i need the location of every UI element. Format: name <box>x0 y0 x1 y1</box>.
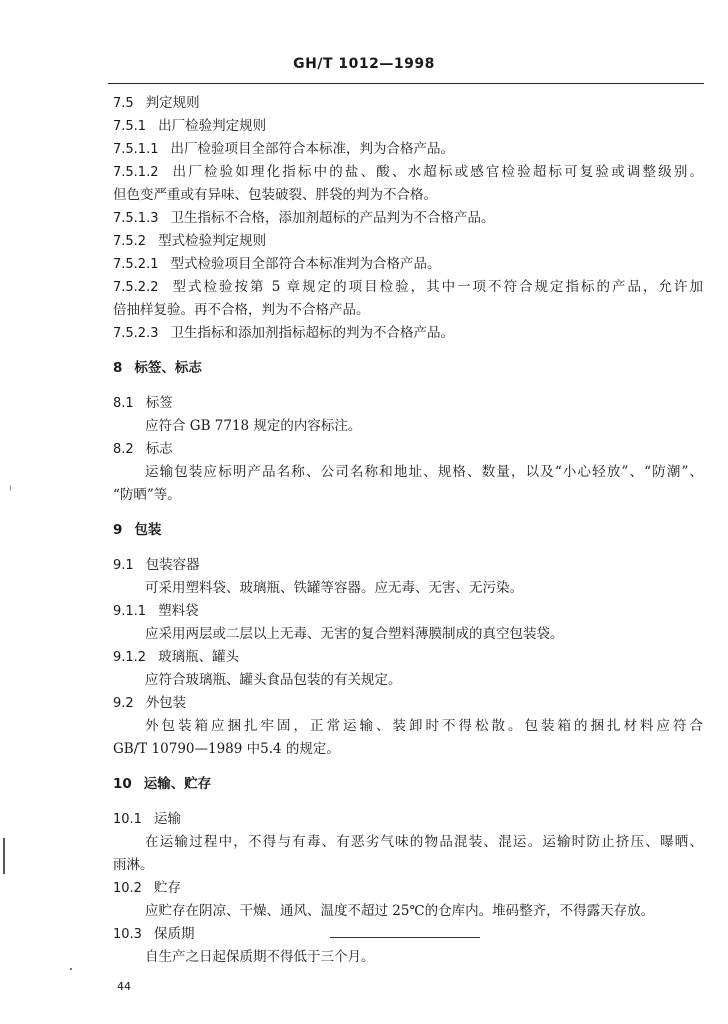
clause-9-2-body-cont: GB/T 10790—1989 中5.4 的规定。 <box>113 741 340 757</box>
clause-9-1-2-body: 应符合玻璃瓶、罐头食品包装的有关规定。 <box>145 672 402 688</box>
standard-code-header: GH/T 1012—1998 <box>293 56 435 72</box>
section-number: 9 <box>113 522 123 538</box>
clause-7-5-2-3 <box>113 322 703 345</box>
clause-8-1-body: 应符合 GB 7718 规定的内容标注。 <box>145 418 362 434</box>
clause-7-5-1-2-cont: 但色变严重或有异味、包装破裂、胖袋的判为不合格。 <box>113 187 437 203</box>
clause-text: 卫生指标不合格，添加剂超标的产品判为不合格产品。 <box>170 210 495 226</box>
clause-number: 10.3 <box>113 927 142 942</box>
clause-number: 7.5.2.2 <box>113 280 159 295</box>
clause-number: 7.5.1.1 <box>113 142 159 157</box>
clause-title: 玻璃瓶、罐头 <box>158 649 240 665</box>
section-9-heading <box>113 519 703 542</box>
clause-7-5-2-1 <box>113 253 703 276</box>
clause-title: 包装容器 <box>145 557 200 573</box>
clause-number: 10.1 <box>113 812 142 827</box>
clause-9-1-1-body: 应采用两层或二层以上无毒、无害的复合塑料薄膜制成的真空包装袋。 <box>145 626 564 642</box>
scan-edge-mark <box>70 968 72 970</box>
clause-8-2-body: 运输包装应标明产品名称、公司名称和地址、规格、数量，以及“小心轻放”、“防潮”、 <box>145 464 703 480</box>
clause-number: 9.1.1 <box>113 604 147 619</box>
clause-title: 塑料袋 <box>158 603 199 619</box>
clause-title: 标志 <box>145 441 173 457</box>
end-of-text-rule <box>330 937 480 938</box>
clause-10-1-body-cont: 雨淋。 <box>113 857 154 873</box>
clause-8-1 <box>113 392 703 415</box>
clause-number: 9.1 <box>113 558 134 573</box>
clause-title: 判定规则 <box>145 95 200 111</box>
clause-8-2 <box>113 438 703 461</box>
clause-title: 贮存 <box>153 880 181 896</box>
header-rule <box>108 83 704 84</box>
clause-9-1 <box>113 554 703 577</box>
clause-9-2-body: 外包装箱应捆扎牢固，正常运输、装卸时不得松散。包装箱的捆扎材料应符合 <box>145 718 703 734</box>
clause-10-2-body: 应贮存在阴凉、干燥、通风、温度不超过 25℃的仓库内。堆码整齐，不得露天存放。 <box>145 903 655 919</box>
clause-title: 保质期 <box>153 926 195 942</box>
clause-9-1-1 <box>113 600 703 623</box>
section-number: 8 <box>113 360 123 376</box>
section-10-heading <box>113 773 703 796</box>
document-body <box>113 92 703 969</box>
clause-number: 7.5.2.1 <box>113 257 159 272</box>
clause-title: 型式检验判定规则 <box>158 233 267 249</box>
clause-9-1-2 <box>113 646 703 669</box>
clause-7-5-2 <box>113 230 703 253</box>
clause-8-2-body-cont: “防晒”等。 <box>113 487 181 503</box>
clause-7-5 <box>113 92 703 115</box>
clause-text: 出厂检验如理化指标中的盐、酸、水超标或感官检验超标可复验或调整级别。 <box>170 164 703 180</box>
clause-number: 10.2 <box>113 881 142 896</box>
clause-text: 卫生指标和添加剂指标超标的判为不合格产品。 <box>170 325 454 341</box>
clause-7-5-1-3 <box>113 207 703 230</box>
section-8-heading <box>113 357 703 380</box>
section-title: 运输、贮存 <box>143 776 212 792</box>
clause-10-3 <box>113 923 703 946</box>
clause-text: 型式检验项目全部符合本标准判为合格产品。 <box>170 256 441 272</box>
clause-number: 7.5 <box>113 96 134 111</box>
clause-number: 7.5.2.3 <box>113 326 159 341</box>
clause-number: 7.5.1.2 <box>113 165 159 180</box>
clause-10-1 <box>113 808 703 831</box>
clause-10-3-body: 自生产之日起保质期不得低于三个月。 <box>145 949 375 965</box>
clause-7-5-2-2-cont: 倍抽样复验。再不合格，判为不合格产品。 <box>113 302 370 318</box>
page-number: 44 <box>117 980 131 993</box>
clause-9-1-body: 可采用塑料袋、玻璃瓶、铁罐等容器。应无毒、无害、无污染。 <box>145 580 523 596</box>
section-title: 包装 <box>134 522 162 538</box>
clause-number: 8.1 <box>113 396 134 411</box>
scan-edge-mark <box>10 485 11 491</box>
clause-number: 7.5.1.3 <box>113 211 159 226</box>
clause-title: 出厂检验判定规则 <box>158 118 267 134</box>
clause-title: 外包装 <box>145 695 187 711</box>
clause-title: 标签 <box>145 395 173 411</box>
section-title: 标签、标志 <box>134 360 202 376</box>
clause-number: 7.5.1 <box>113 119 147 134</box>
clause-number: 9.1.2 <box>113 650 147 665</box>
clause-7-5-2-2 <box>113 276 703 299</box>
clause-text: 出厂检验项目全部符合本标准，判为合格产品。 <box>170 141 454 157</box>
clause-9-2 <box>113 692 703 715</box>
clause-7-5-1 <box>113 115 703 138</box>
clause-7-5-1-1 <box>113 138 703 161</box>
clause-text: 型式检验按第 5 章规定的项目检验，其中一项不符合规定指标的产品，允许加 <box>170 279 703 295</box>
clause-number: 7.5.2 <box>113 234 147 249</box>
section-number: 10 <box>113 776 132 792</box>
clause-10-2 <box>113 877 703 900</box>
clause-number: 9.2 <box>113 696 134 711</box>
clause-title: 运输 <box>153 811 181 827</box>
clause-10-1-body: 在运输过程中，不得与有毒、有恶劣气味的物品混装、混运。运输时防止挤压、曝晒、 <box>145 834 703 850</box>
clause-7-5-1-2 <box>113 161 703 184</box>
scan-edge-mark <box>3 838 5 874</box>
clause-number: 8.2 <box>113 442 134 457</box>
